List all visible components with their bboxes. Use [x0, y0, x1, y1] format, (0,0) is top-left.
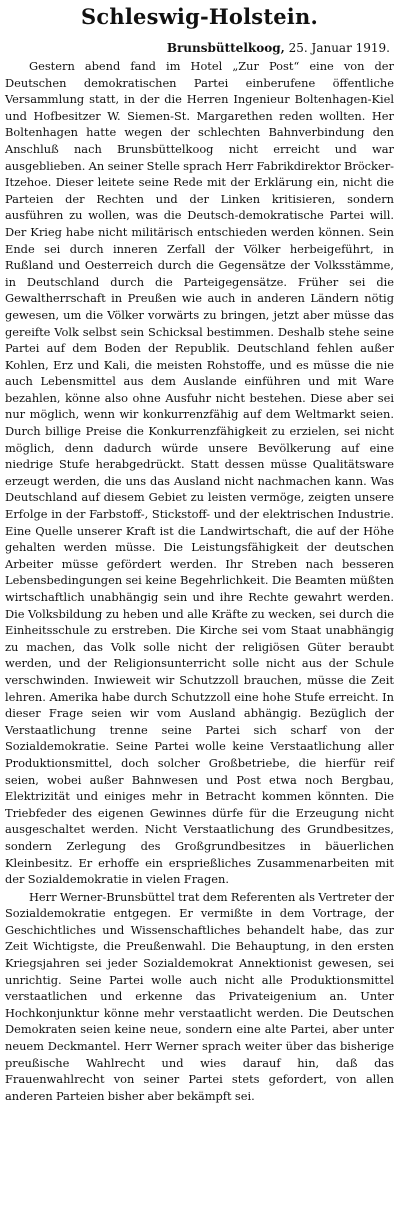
dateline-place: Brunsbüttelkoog, — [166, 41, 285, 55]
dateline — [5, 40, 394, 56]
article-paragraph-2: Herr Werner-Brunsbüttel trat dem Referenten als Vertreter der Sozialdemokratie entgegen. Er vermißte in dem Vortrage, der Geschichtliches und Wissenschaftliches behandelt habe, das zur Zeit Wichtigste, die Preußenwahl. Die Behauptung, in den ersten Kriegsjahren sei jeder Sozialdemokrat Annektionist gewesen, sei unrichtig. Seine Partei wolle auch nicht alle Produktionsmittel verstaatlichen und erkenne das Privateigenium an. Unter Hochkonjunktur könne mehr verstaatlicht werden. Die Deutschen Demokraten seien keine neue, sondern eine alte Partei, aber unter neuem Deckmantel. Herr Werner sprach weiter über das bisherige preußische Wahlrecht und wies darauf hin, daß das Frauenwahlrecht von seiner Partei stets gefordert, von allen anderen Parteien bisher aber bekämpft sei. — [5, 889, 394, 1103]
headline: Schleswig-Holstein. — [81, 4, 318, 29]
dateline-date: 25. Januar 1919. — [288, 41, 390, 55]
article-paragraph-1: Gestern abend fand im Hotel „Zur Post“ eine von der Deutschen demokratischen Partei einberufene öffentliche Versammlung statt, in der die Herren Ingenieur Boltenhagen-Kiel und Hofbesitzer W. Siemen-St. Margarethen reden wollten. Her Boltenhagen hatte wegen der schlechten Bahnverbindung den Anschluß nach Brunsbüttelkoog nicht erreicht und war ausgeblieben. An seiner Stelle sprach Herr Fabrikdirektor Bröcker-Itzehoe. Dieser leitete seine Rede mit der Erklärung ein, nicht die Parteien der Rechten und der Linken kritisieren, sondern ausführen zu wollen, was die Deutsch-demokratische Partei will. Der Krieg habe nicht militärisch entschieden werden können. Sein Ende sei durch inneren Zerfall der Völker herbeigeführt, in Rußland und Oesterreich durch die Gegensätze der Volksstämme, in Deutschland durch die Parteigegensätze. Früher sei die Gewaltherrschaft in Preußen wie auch in anderen Ländern nötig gewesen, um die Völker vorwärts zu bringen, jetzt aber müsse das gereifte Volk selbst sein Schicksal bestimmen. Deshalb stehe seine Partei auf dem Boden der Republik. Deutschland fehlen außer Kohlen, Erz und Kali, die meisten Rohstoffe, und es müsse die nie auch Lebensmittel aus dem Auslande einführen und mit Ware bezahlen, könne also ohne Ausfuhr nicht bestehen. Diese aber sei nur möglich, wenn wir konkurrenzfähig auf dem Weltmarkt seien. Durch billige Preise die Konkurrenzfähigkeit zu erzielen, sei nicht möglich, denn dadurch würde unsere Bevölkerung auf eine niedrige Stufe herabgedrückt. Statt dessen müsse Qualitätsware erzeugt werden, die uns das Ausland nicht nachmachen kann. Was Deutschland auf diesem Gebiet zu leisten vermöge, zeigten unsere Erfolge in der Farbstoff-, Stickstoff- und der elektrischen Industrie. Eine Quelle unserer Kraft ist die Landwirtschaft, die auf der Höhe gehalten werden müsse. Die Leistungsfähigkeit der deutschen Arbeiter müsse gefördert werden. Ihr Streben nach besseren Lebensbedingungen sei keine Begehrlichkeit. Die Beamten müßten wirtschaftlich unabhängig sein und ihre Rechte gewahrt werden. Die Volksbildung zu heben und alle Kräfte zu wecken, sei durch die Einheitsschule zu erstreben. Die Kirche sei vom Staat unabhängig zu machen, das Volk solle nicht der religiösen Güter beraubt werden, und der Religionsunterricht solle nicht aus der Schule verschwinden. Inwieweit wir Schutzzoll brauchen, müsse die Zeit lehren. Amerika habe durch Schutzzoll eine hohe Stufe erreicht. In dieser Frage seien wir vom Ausland abhängig. Bezüglich der Verstaatlichung trenne seine Partei sich scharf von der Sozialdemokratie. Seine Partei wolle keine Verstaatlichung aller Produktionsmittel, doch solcher Großbetriebe, die hierfür reif seien, wobei außer Bahnwesen und Post etwa noch Bergbau, Elektrizität und einiges mehr in Betracht kommen könnten. Die Triebfeder des eigenen Gewinnes dürfe für die Erzeugung nicht ausgeschaltet werden. Nicht Verstaatlichung des Grundbesitzes, sondern Zerlegung des Großgrundbesitzes in bäuerlichen Kleinbesitz. Er erhoffe ein ersprießliches Zusammenarbeiten mit der Sozialdemokratie in vielen Fragen. — [5, 59, 394, 887]
